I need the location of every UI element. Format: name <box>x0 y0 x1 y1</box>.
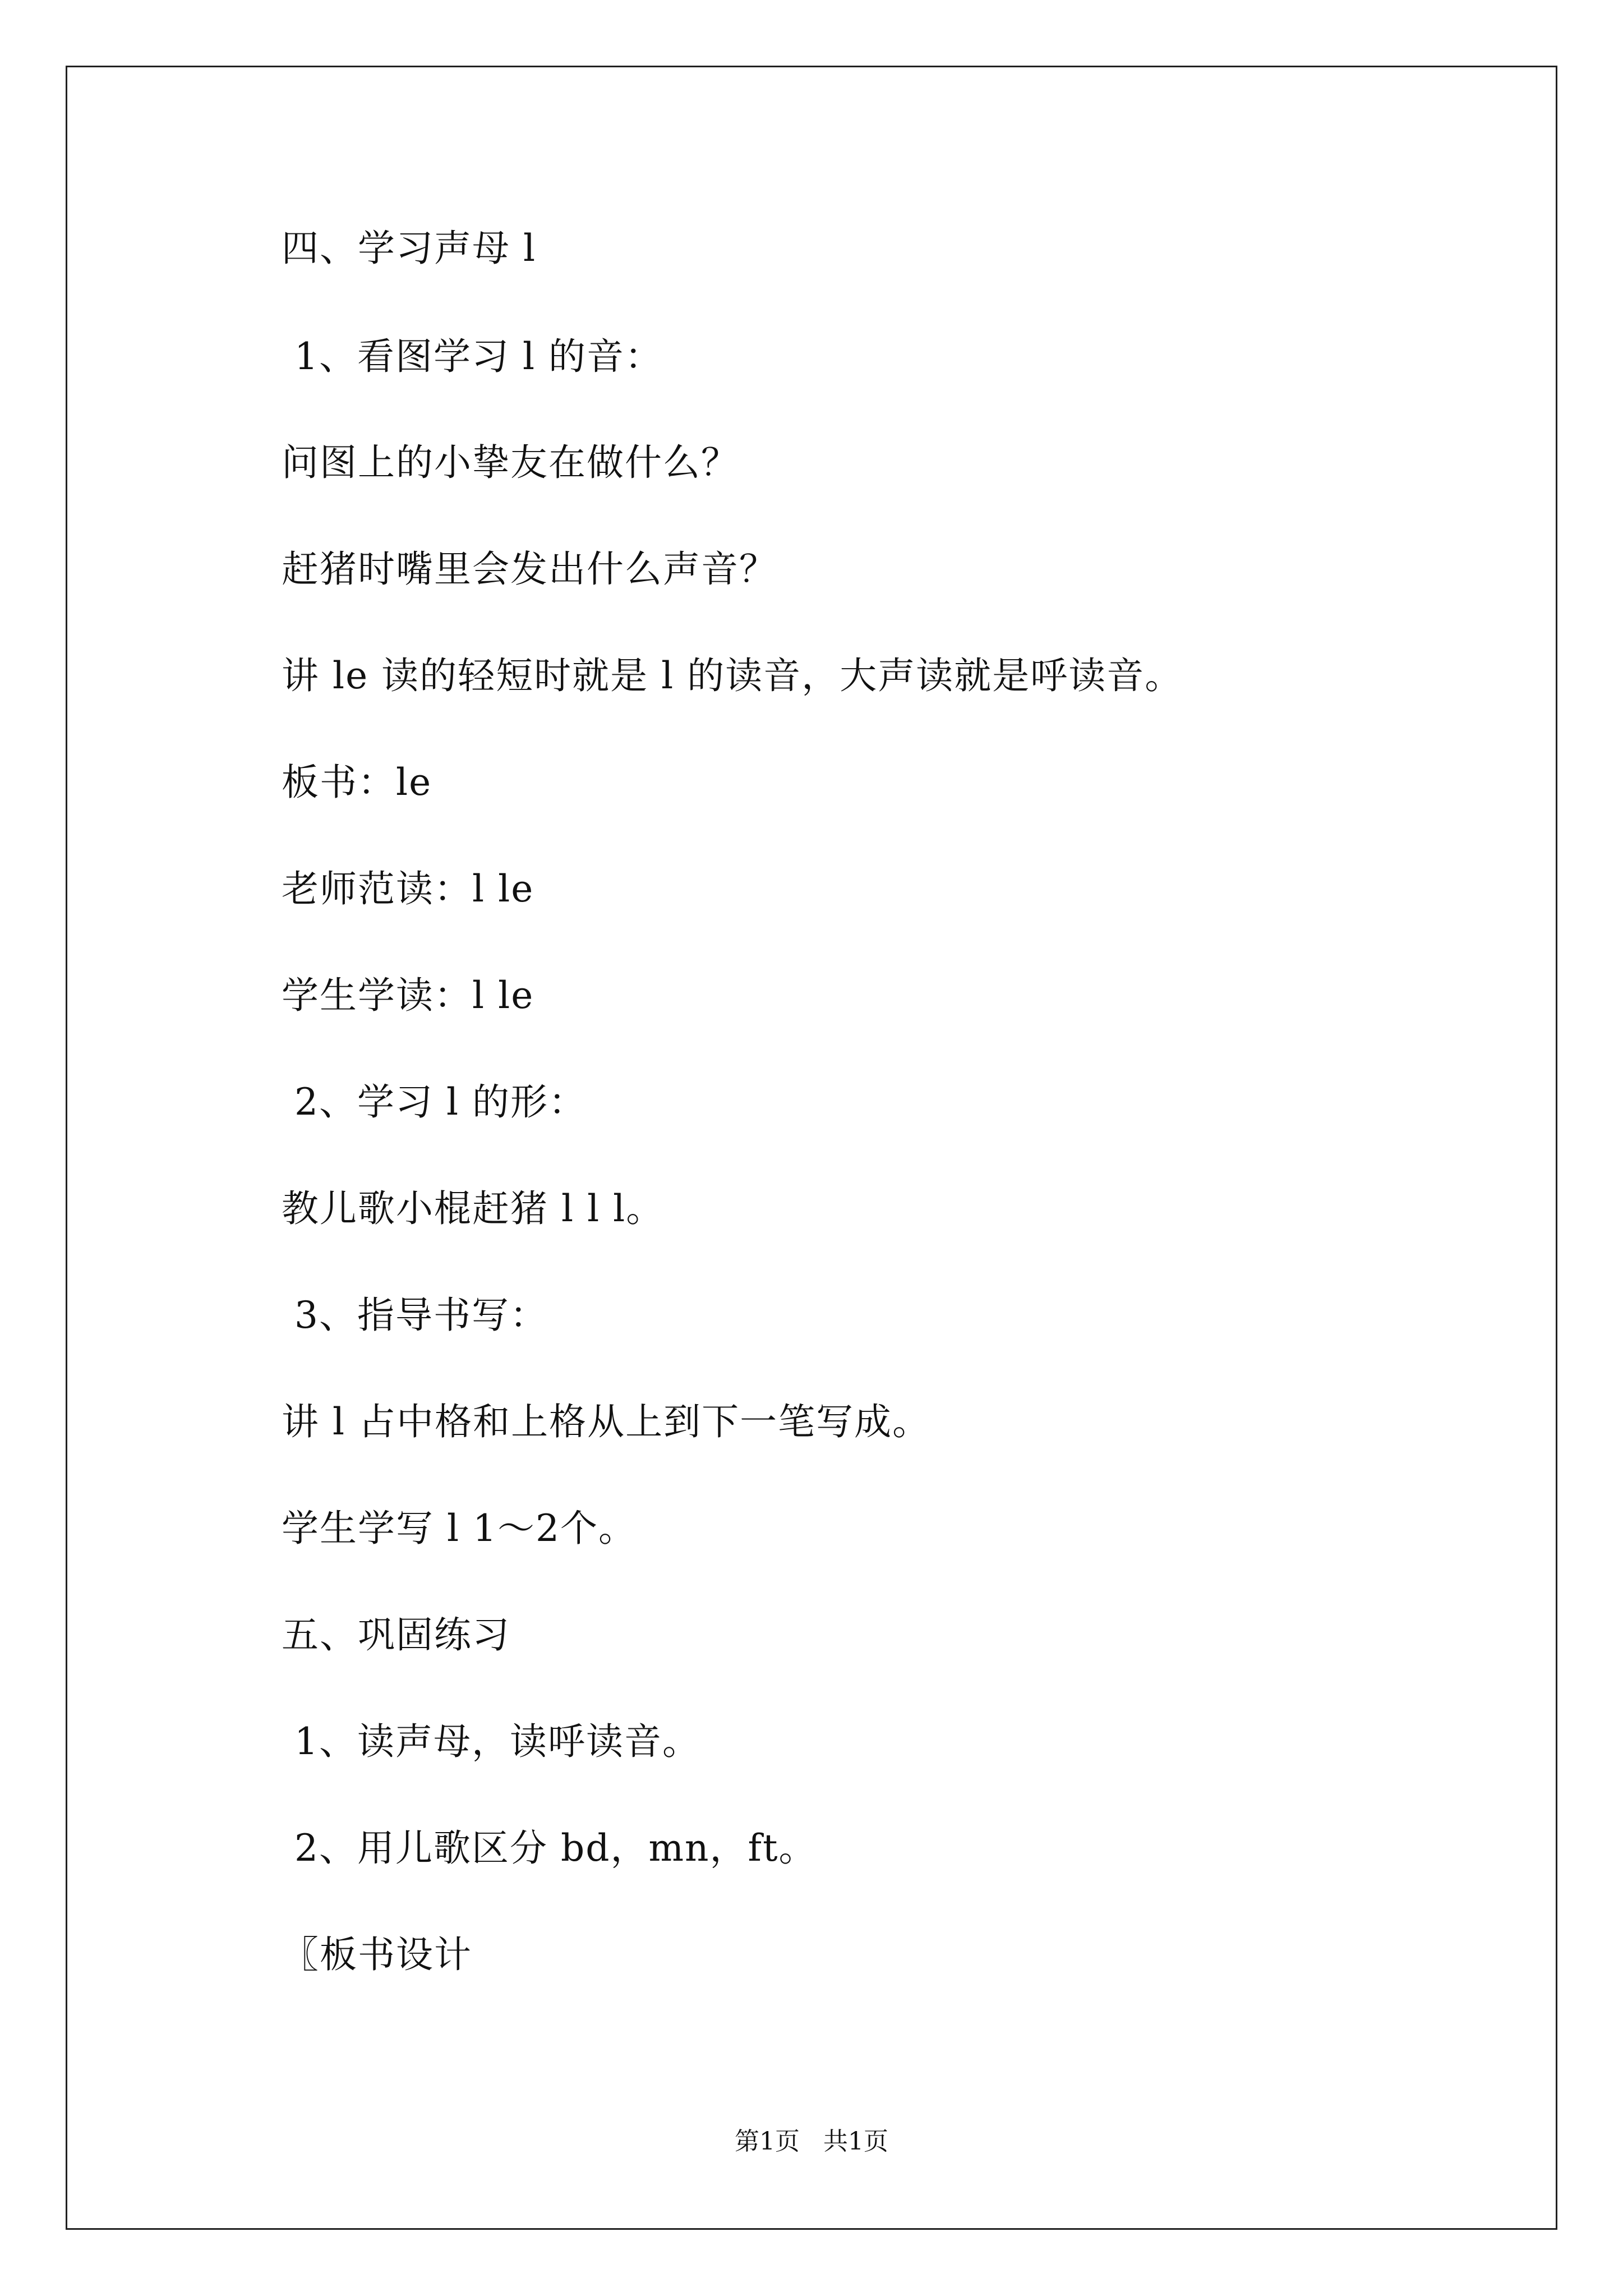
heading-learn-initial-l: 四、学习声母 l <box>282 227 537 270</box>
nursery-rhyme: 教儿歌小棍赶猪 l l l。 <box>282 1187 665 1230</box>
student-reading: 学生学读：l le <box>282 974 534 1017</box>
question-sound-chasing-pig: 赶猪时嘴里会发出什么声音？ <box>282 547 777 591</box>
blackboard-design-heading: 〖板书设计 <box>282 1933 472 1976</box>
page-footer: 第1页 共1页 <box>735 2127 888 2156</box>
explain-le-reading: 讲 le 读的轻短时就是 l 的读音，大声读就是呼读音。 <box>282 654 1183 697</box>
step-3-writing-guide: 3、指导书写： <box>282 1294 548 1337</box>
question-children-doing: 问图上的小挚友在做什么？ <box>282 441 739 484</box>
heading-consolidation: 五、巩固练习 <box>282 1613 510 1657</box>
practice-2-distinguish: 2、用儿歌区分 bd，mn，ft。 <box>282 1826 817 1870</box>
page-border <box>66 66 1557 2230</box>
step-1-pronunciation: 1、看图学习 l 的音： <box>282 335 663 378</box>
step-2-shape: 2、学习 l 的形： <box>282 1080 587 1124</box>
teacher-model-reading: 老师范读：l le <box>282 867 534 910</box>
student-writing-practice: 学生学写 l 1～2个。 <box>282 1507 637 1550</box>
practice-1-reading: 1、读声母，读呼读音。 <box>282 1720 700 1763</box>
blackboard-le: 板书：le <box>282 761 432 804</box>
writing-explanation: 讲 l 占中格和上格从上到下一笔写成。 <box>282 1400 931 1443</box>
